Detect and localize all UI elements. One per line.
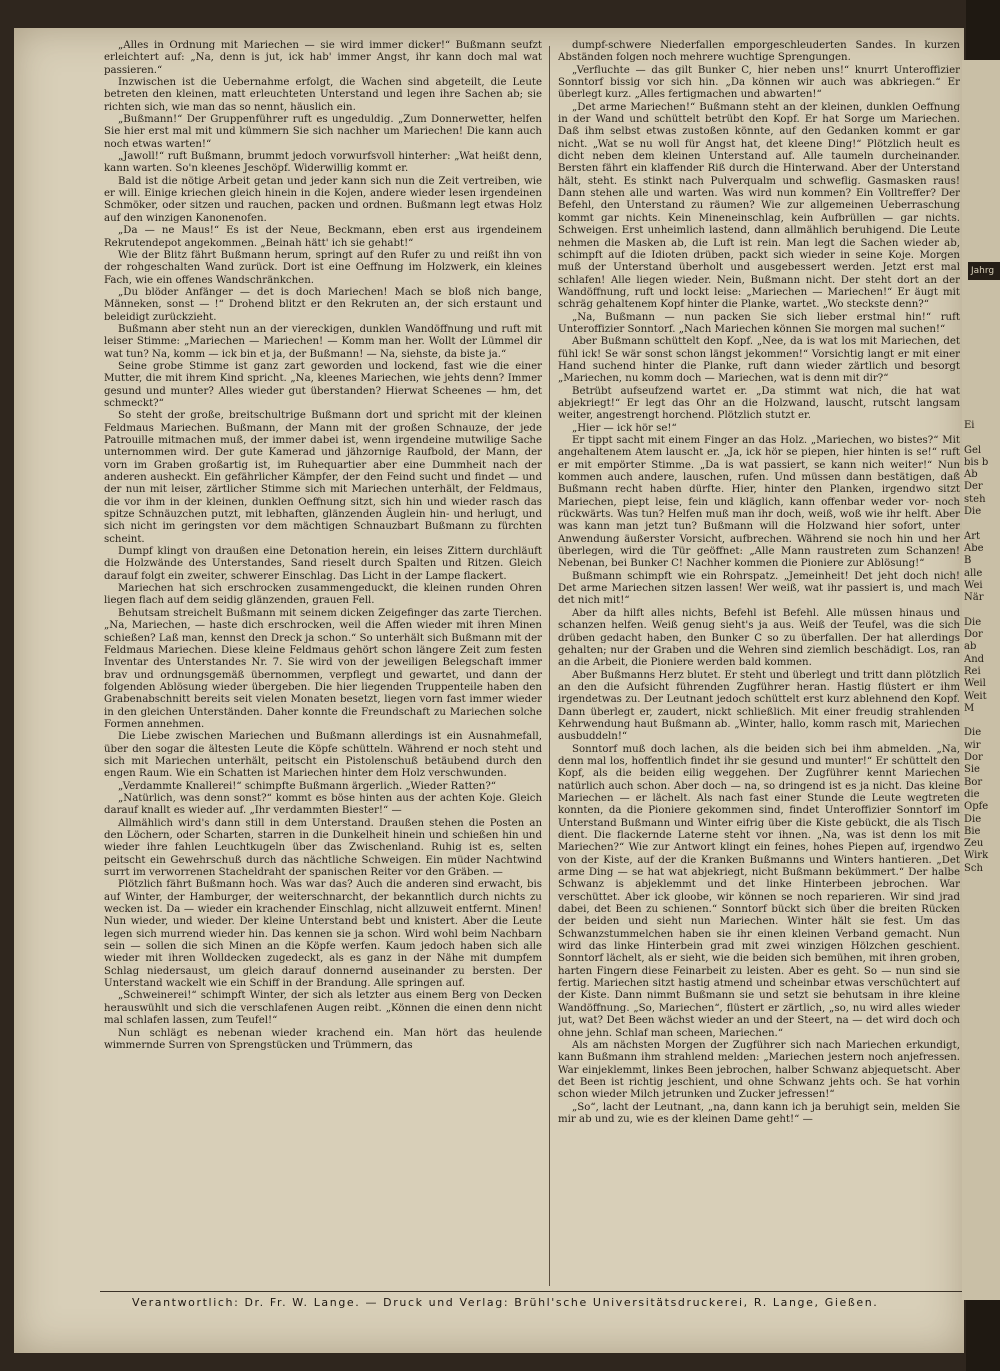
imprint-footer: Verantwortlich: Dr. Fr. W. Lange. — Druck und Verlag: Brühl'sche Universitätsdruckerei, R. Lange, Gießen. — [132, 1296, 879, 1309]
article-paragraph: Nun schlägt es nebenan wieder krachend ein. Man hört das heulende wimmernde Surren von Sprengstücken und Trümmern, das — [104, 1027, 542, 1051]
article-paragraph: „Bußmann!“ Der Gruppenführer ruft es ungeduldig. „Zum Donnerwetter, helfen Sie hier erst mal mit und kümmern Sie sich nachher um Mariechen! Die kann auch noch etwas warten!“ — [104, 114, 542, 150]
article-paragraph: Bald ist die nötige Arbeit getan und jeder kann sich nun die Zeit vertreiben, wie er will. Einige kriechen gleich hinein in die Kojen, andere wieder lesen irgendeinen Schmöker, oder sitzen und rauchen, packen und ordnen. Bußmann legt etwas Holz auf den winzigen Kanonenofen. — [104, 175, 542, 224]
article-paragraph: Bußmann schimpft wie ein Rohrspatz. „Jemeinheit! Det jeht doch nich! Det arme Mariechen sitzen lassen! Wer weiß, wat ihr passiert is, und mach det nich mit!“ — [558, 570, 960, 607]
article-paragraph: Aber Bußmann schüttelt den Kopf. „Nee, da is wat los mit Mariechen, det fühl ick! Se wär sonst schon längst jekommen!“ Vorsichtig langt er mit einer Hand suchend hinter die Planke, ruft dann wieder zärtlich und besorgt „Mariechen, nu komm doch — Mariechen, wat is denn mit dir?“ — [558, 336, 960, 385]
article-paragraph: Aber Bußmanns Herz blutet. Er steht und überlegt und tritt dann plötzlich an den die Aufsicht führenden Zugführer heran. Hastig flüstert er ihm irgendetwas zu. Der Leutnant jedoch schüttelt erst kurz ablehnend den Kopf. Dann überlegt er, zaudert, nickt schließlich. Mit einer freudig strahlenden Kehrwendung haut Bußmann ab. „Winter, hallo, komm rasch mit, Mariechen ausbuddeln!“ — [558, 669, 960, 743]
article-paragraph: Plötzlich fährt Bußmann hoch. Was war das? Auch die anderen sind erwacht, bis auf Winter, der Hamburger, der weiterschnarcht, der bekanntlich durch nichts zu wecken ist. Da — wieder ein krachender Einschlag, nicht allzuweit entfernt. Minen! Nun wieder, und wieder. Der kleine Unterstand bebt und knistert. Aber die Leute legen sich murrend wieder hin. Das kennen sie ja schon. Wird wohl beim Nachbarn sein — sollen die sich Minen an die Köpfe werfen. Kaum jedoch haben sich alle wieder mit ihren Wolldecken zugedeckt, als es ganz in der Nähe mit dumpfem Schlag niedersaust, um gleich darauf donnernd auseinander zu bersten. Der Unterstand wackelt wie ein Schiff in der Brandung. Alle springen auf. — [104, 879, 542, 990]
article-paragraph: Allmählich wird's dann still in dem Unterstand. Draußen stehen die Posten an den Löchern, oder Scharten, starren in die Dunkelheit hinein und schießen hin und wieder ihre fahlen Leuchtkugeln über das Zwischenland. Ruhig ist es, selten peitscht ein Gewehrschuß durch das nächtliche Schweigen. Ein müder Nachtwind surrt im verworrenen Stacheldraht der spanischen Reiter vor den Gräben. — — [104, 817, 542, 879]
article-paragraph: „Schweinerei!“ schimpft Winter, der sich als letzter aus einem Berg von Decken herauswühlt und sich die verschlafenen Augen reibt. „Können die einen denn nicht mal schlafen lassen, zum Teufel!“ — [104, 990, 542, 1027]
article-paragraph: Dumpf klingt von draußen eine Detonation herein, ein leises Zittern durchläuft die Holzwände des Unterstandes, Sand rieselt durch Spalten und Ritzen. Gleich darauf folgt ein zweiter, schwerer Einschlag. Das Licht in der Lampe flackert. — [104, 546, 542, 582]
article-paragraph: dumpf-schwere Niederfallen emporgeschleuderten Sandes. In kurzen Abständen folgen noch mehrere wuchtige Sprengungen. — [558, 40, 960, 64]
article-paragraph: Betrübt aufseufzend wartet er. „Da stimmt wat nich, die hat wat abjekriegt!“ Er legt das Ohr an die Holzwand, lauscht, rutscht langsam weiter, angestrengt horchend. Plötzlich stutzt er. — [558, 385, 960, 422]
article-paragraph: „Hier — ick hör se!“ — [572, 422, 677, 434]
adjacent-page-label: Jahrg — [968, 262, 1000, 280]
article-paragraph: Die Liebe zwischen Mariechen und Bußmann allerdings ist ein Ausnahmefall, über den sogar die ältesten Leute die Köpfe schütteln. Während er noch steht und sich mit Mariechen unterhält, peitscht ein Pistolenschuß betäubend durch den engen Raum. Wie ein Schatten ist Mariechen hinter dem Holz verschwunden. — [104, 731, 542, 780]
article-paragraph: „Jawoll!“ ruft Bußmann, brummt jedoch vorwurfsvoll hinterher: „Wat heißt denn, kann warten. So'n kleenes Jeschöpf. Widerwillig kommt er. — [104, 151, 542, 175]
article-paragraph: „So“, lacht der Leutnant, „na, dann kann ich ja beruhigt sein, melden Sie mir ab und zu, wie es der kleinen Dame geht!“ — — [558, 1101, 960, 1125]
article-column-right — [558, 40, 960, 1290]
footer-rule — [100, 1291, 962, 1292]
article-paragraph: „Du blöder Anfänger — det is doch Mariechen! Mach se bloß nich bange, Männeken, sonst — !“ Drohend blitzt er den Rekruten an, der sich erstaunt und beleidigt zurückzieht. — [104, 286, 542, 323]
article-paragraph: Bußmann aber steht nun an der viereckigen, dunklen Wandöffnung und ruft mit leiser Stimme: „Mariechen — Mariechen! — Komm man her. Wollt der Lümmel dir wat tun? Na, komm — ick bin et ja, der Bußmann! — Na, siehste, da biste ja.“ — [104, 323, 542, 360]
article-paragraph: Seine grobe Stimme ist ganz zart geworden und lockend, fast wie die einer Mutter, die mit ihrem Kind spricht. „Na, kleenes Mariechen, wie jehts denn? Immer gesund und munter? Alles wieder gut überstanden? Hierwat Scheenes — hm, det schmeckt?“ — [104, 360, 542, 409]
article-paragraph: Inzwischen ist die Uebernahme erfolgt, die Wachen sind abgeteilt, die Leute betreten den kleinen, matt erleuchteten Unterstand und legen ihre Sachen ab; sie richten sich, wie man das so nennt, häuslich ein. — [104, 77, 542, 113]
article-paragraph: Als am nächsten Morgen der Zugführer sich nach Mariechen erkundigt, kann Bußmann ihm strahlend melden: „Mariechen jestern noch anjefressen. War einjeklemmt, linkes Been jebrochen, halber Schwanz abjequetscht. Aber det Been ist richtig jeschient, und ohne Schwanz jehts och. Se hat vorhin schon wieder Milch jetrunken und Zucker jefressen!“ — [558, 1039, 960, 1101]
article-paragraph: So steht der große, breitschultrige Bußmann dort und spricht mit der kleinen Feldmaus Mariechen. Bußmann, der Mann mit der großen Schnauze, der jede Patrouille mitmachen muß, der immer dabei ist, wenn irgendeine mutwilige Sache unternommen wird. Der gute Kamerad und jähzornige Raufbold, der Mann, der vorn im Graben großartig ist, im Ruhequartier aber eine Dummheit nach der anderen ausheckt. Ein gefährlicher Kämpfer, der den Feind sucht und findet — und der nun mit leiser, zärtlicher Stimme sich mit Mariechen unterhält, der Feldmaus, die vor ihm in der kleinen, dunklen Oeffnung sitzt, sich hin und wieder rasch das spitze Schnäuzchen putzt, mit lebhaften, glänzenden Äuglein hin- und herlugt, und sich nicht im geringsten vor dem mächtigen Schnauzbart Bußmann zu fürchten scheint. — [104, 410, 542, 545]
article-paragraph: „Alles in Ordnung mit Mariechen — sie wird immer dicker!“ Bußmann seufzt erleichtert auf: „Na, denn is jut, ick hab' immer Angst, ihr kann doch mal wat passieren.“ — [104, 40, 542, 76]
article-paragraph: Behutsam streichelt Bußmann mit seinem dicken Zeigefinger das zarte Tierchen. „Na, Mariechen, — haste dich erschrocken, weil die Affen wieder mit ihren Minen schießen? Laß man, kennst den Dreck ja schon.“ So unterhält sich Bußmann mit der Feldmaus Mariechen. Diese kleine Feldmaus gehört schon längere Zeit zum festen Inventar des Unterstandes Nr. 7. Sie wird von der jeweiligen Belegschaft immer brav und ordnungsgemäß übernommen, verpflegt und gewartet, und dann der folgenden Ablösung wieder übergeben. Die hier liegenden Truppenteile haben den Grabenabschnitt bereits seit vielen Monaten besetzt, liegen vorn fast immer wieder in den gleichen Unterständen. Daher konnte die Freundschaft zu Mariechen solche Formen annehmen. — [104, 607, 542, 730]
adjacent-page-letters: Ei Gel bis b Ab Der steh Die Art Abe B alle Wei När Die Dor ab And Rei Weil Weit M Die wir Dor Sie Bor die Opfe Die Bie Zeu Wirk Sch — [964, 420, 989, 874]
article-column-left — [104, 40, 542, 1290]
article-paragraph: Wie der Blitz fährt Bußmann herum, springt auf den Rufer zu und reißt ihn von der rohgeschalten Wand zurück. Dort ist eine Oeffnung im Holzwerk, ein kleines Fach, wie ein offenes Wandschränkchen. — [104, 249, 542, 286]
article-paragraph: „Verfluchte — das gilt Bunker C, hier neben uns!“ knurrt Unteroffizier Sonntorf bissig vor sich hin. „Da können wir auch was abkriegen.“ Er überlegt kurz. „Alles fertigmachen und abwarten!“ — [558, 64, 960, 101]
article-paragraph: „Natürlich, was denn sonst?“ kommt es böse hinten aus der achten Koje. Gleich darauf knallt es wieder auf. „Ihr verdammten Biester!“ — — [104, 792, 542, 817]
article-paragraph: Er tippt sacht mit einem Finger an das Holz. „Mariechen, wo bistes?“ Mit angehaltenem Atem lauscht er. „Ja, ick hör se piepen, hier hinten is se!“ ruft er mit empörter Stimme. „Da is wat passiert, se kann nich weiter!“ Nun kommen auch andere, lauschen, rufen. Und müssen dann bestätigen, daß Bußmann recht haben dürfte. Hier, hinter den Planken, irgendwo sitzt Mariechen, piept leise, fein und kläglich, kann offenbar weder vor- noch rückwärts. Was tun? Helfen muß man ihr doch, weiß, woß wie ihr helft. Aber was kann man jetzt tun? Bußmann will die Holzwand hier sofort, unter Anwendung äußerster Vorsicht, aufbrechen. Während sie noch hin und her überlegen, wird die Tür geöffnet: „Alle Mann raustreten zum Schanzen! Nebenan, bei Bunker C! Nachher kommen die Pioniere zur Ablösung!“ — [558, 435, 960, 570]
article-paragraph: „Da — ne Maus!“ Es ist der Neue, Beckmann, eben erst aus irgendeinem Rekrutendepot angekommen. „Beinah hätt' ich sie gehabt!“ — [104, 225, 542, 249]
article-paragraph: „Na, Bußmann — nun packen Sie sich lieber erstmal hin!“ ruft Unteroffizier Sonntorf. „Nach Mariechen können Sie morgen mal suchen!“ — [558, 311, 960, 335]
article-paragraph: „Det arme Mariechen!“ Bußmann steht an der kleinen, dunklen Oeffnung in der Wand und schüttelt betrübt den Kopf. Er hat Sorge um Mariechen. Daß ihm selbst etwas zustoßen könnte, auf den Gedanken kommt er gar nicht. „Wat se nu woll für Angst hat, det kleene Ding!“ Plötzlich heult es dicht neben dem kleinen Unterstand auf. Alle taumeln durcheinander. Bersten fährt ein klaffender Riß durch die Hinterwand. Aber der Unterstand hält, steht. Es stinkt nach Pulverqualm und schweflig. Gasmasken raus! Dann stehen alle und warten. Was wird nun kommen? Ein Volltreffer? Der Befehl, den Unterstand zu räumen? Wie zur allgemeinen Ueberraschung kommt gar nichts. Kein Mineneinschlag, kein Aufbrüllen — gar nichts. Schweigen. Erst unheimlich lastend, dann allmählich beruhigend. Die Leute nehmen die Masken ab, die Luft ist rein. Man legt die Sachen wieder ab, schimpft auf die Idioten drüben, packt sich wieder in seine Koje. Morgen muß der Unterstand überholt und ausgebessert werden. Jetzt erst mal schlafen! Alle liegen wieder. Nein, Bußmann nicht. Der steht dort an der Wandöffnung, ruft und lockt leise: „Mariechen — Mariechen!“ Er äugt mit schräg gehaltenem Kopf hinter die Planke, wartet. „Wo steckste denn?“ — [558, 101, 960, 311]
article-paragraph: Aber da hilft alles nichts, Befehl ist Befehl. Alle müssen hinaus und schanzen helfen. Weiß genug sieht's ja aus. Weiß der Teufel, was die sich drüben gedacht haben, den Bunker C so zu überfallen. Der hat allerdings gehalten; nur der Graben und die Wehren sind ziemlich beschädigt. Los, ran an die Arbeit, die Pioniere werden bald kommen. — [558, 607, 960, 669]
column-divider — [549, 46, 550, 1286]
article-paragraph: „Verdammte Knallerei!“ schimpfte Bußmann ärgerlich. „Wieder Ratten?“ — [118, 780, 497, 792]
article-paragraph: Sonntorf muß doch lachen, als die beiden sich bei ihm abmelden. „Na, denn mal los, hoffentlich findet ihr sie gesund und munter!“ Er schüttelt den Kopf, als die beiden eilig weggehen. Der Zugführer kennt Mariechen natürlich auch schon. Aber doch — na, so dringend ist es ja nicht. Das kleine Mariechen — er lächelt. Als nach fast einer Stunde die Leute wegtreten konnten, da die Pioniere gekommen sind, findet Unteroffizier Sonntorf im Unterstand Bußmann und Winter eifrig über die Kiste gebückt, die als Tisch dient. Die flackernde Laterne steht vor ihnen. „Na, was ist denn los mit Mariechen?“ Wie zur Antwort klingt ein feines, hohes Piepen auf, irgendwo von der Kiste, auf der die Kranken Bußmanns und Winters hantieren. „Det arme Ding — se hat wat abjekriegt, nicht Bußmann bekümmert.“ Der halbe Schwanz is abjeklemmt und det linke Hinterbeen jebrochen. War verschüttet. Aber ick gloobe, wir können se noch reparieren. Wir sind jrad dabei, det Been zu schienen.“ Sonntorf bückt sich über die breiten Rücken der beiden und sieht nun Mariechen. Winter hält sie fest. Um das Schwanzstummelchen haben sie ihr einen kleinen Verband gemacht. Nun wird das linke Hinterbein grad mit zwei winzigen Hölzchen geschient. Sonntorf lächelt, als er sieht, wie die beiden sich bemühen, mit ihren groben, harten Fingern diese Feinarbeit zu leisten. Aber es geht. So — nun sind sie fertig. Mariechen sitzt hastig atmend und scheinbar etwas verschüchtert auf der Kiste. Dann nimmt Bußmann sie und setzt sie behutsam in ihre kleine Wandöffnung. „So, Mariechen“, flüstert er zärtlich, „so, nu wird alles wieder jut, wat? Det Been wächst wieder an und der Steert, na — det wird doch och ohne jehn. Schlaf man scheen, Mariechen.“ — [558, 743, 960, 1039]
article-paragraph: Mariechen hat sich erschrocken zusammengeduckt, die kleinen runden Ohren liegen flach auf dem seidig glänzenden, grauen Fell. — [104, 583, 542, 607]
